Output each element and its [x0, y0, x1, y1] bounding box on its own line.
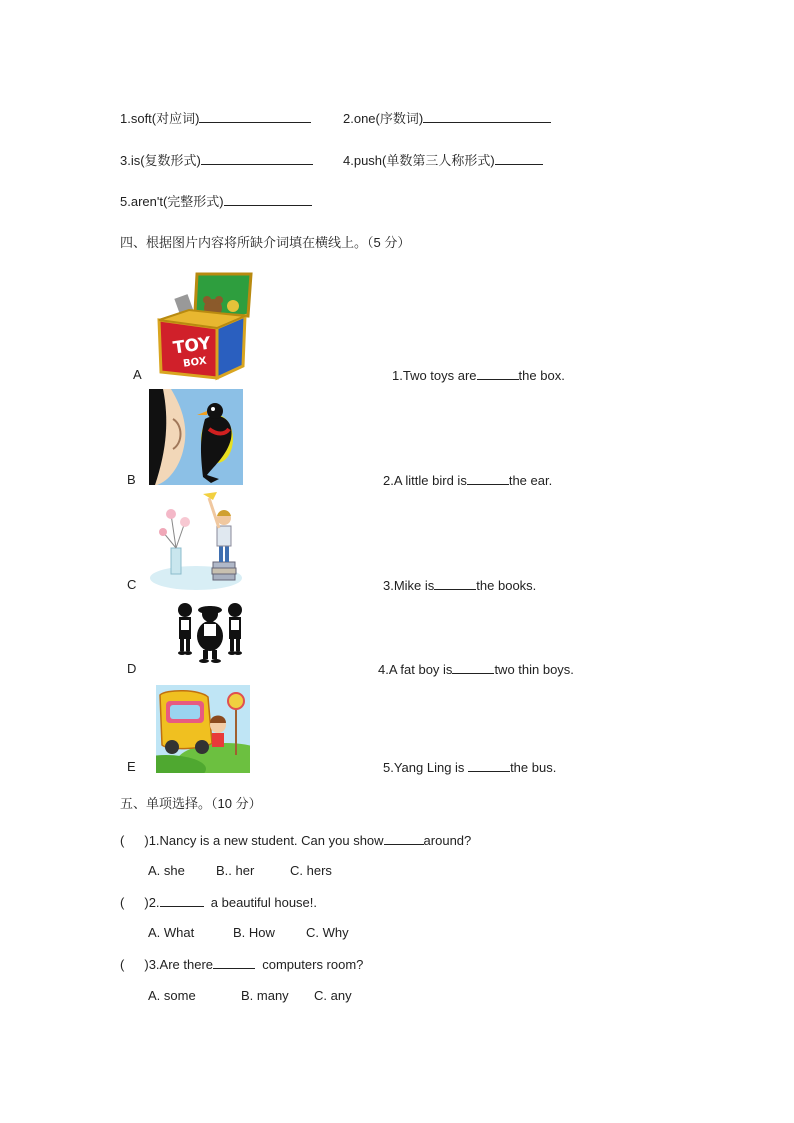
- word-form-item-5: [120, 193, 312, 210]
- question-1-option-b[interactable]: B.. her: [216, 863, 255, 878]
- section4-heading: 四、根据图片内容将所缺介词填在横线上。（5 分）: [120, 235, 411, 250]
- question-2-option-a[interactable]: A. What: [148, 925, 195, 940]
- preposition-blank-5[interactable]: [468, 759, 510, 772]
- toy-box-label-bottom: BOX: [182, 355, 208, 370]
- question-3: [120, 956, 363, 973]
- preposition-blank-4[interactable]: [452, 661, 494, 674]
- toy-box-label-top: TOY: [171, 333, 213, 359]
- question-2-option-c[interactable]: C. Why: [306, 925, 349, 940]
- sentence-1-before: 1.Two toys are: [392, 368, 477, 383]
- question-2-close-paren: ): [144, 895, 149, 910]
- question-2-option-b[interactable]: B. How: [233, 925, 275, 940]
- question-1-close-paren: ): [144, 833, 149, 848]
- question-2-before: 2.: [148, 895, 160, 910]
- sentence-5-after: the bus.: [510, 760, 557, 775]
- question-1-option-a[interactable]: A. she: [148, 863, 185, 878]
- picture-letter-c: C: [127, 577, 137, 592]
- question-3-option-b[interactable]: B. many: [241, 988, 289, 1003]
- word-form-label-1: 1.soft(对应词): [120, 111, 200, 126]
- word-form-item-2: [343, 110, 551, 127]
- question-3-close-paren: ): [144, 957, 149, 972]
- bird-ear-picture: [149, 389, 243, 485]
- answer-blank-5[interactable]: [224, 193, 312, 206]
- preposition-sentence-1: [392, 367, 565, 384]
- picture-letter-d: D: [127, 661, 137, 676]
- preposition-sentence-3: [383, 577, 536, 594]
- preposition-blank-3[interactable]: [434, 577, 476, 590]
- sentence-4-after: two thin boys.: [494, 662, 574, 677]
- answer-blank-3[interactable]: [201, 152, 313, 165]
- girl-in-bus-picture: [156, 685, 250, 773]
- answer-blank-4[interactable]: [495, 152, 543, 165]
- question-1-blank: [384, 832, 424, 845]
- picture-letter-a: A: [133, 367, 142, 382]
- question-3-open-paren: (: [120, 957, 125, 972]
- preposition-blank-1[interactable]: [477, 367, 519, 380]
- question-2: [120, 894, 317, 911]
- question-2-after: a beautiful house!.: [210, 895, 318, 910]
- question-3-option-a[interactable]: A. some: [148, 988, 196, 1003]
- preposition-sentence-4: [378, 661, 574, 678]
- question-1: [120, 832, 471, 849]
- question-3-option-c[interactable]: C. any: [314, 988, 352, 1003]
- sentence-2-before: 2.A little bird is: [383, 473, 467, 488]
- sentence-1-after: the box.: [518, 368, 565, 383]
- word-form-item-1: [120, 110, 311, 127]
- sentence-3-before: 3.Mike is: [383, 578, 435, 593]
- question-1-before: 1.Nancy is a new student. Can you show: [148, 833, 384, 848]
- sentence-4-before: 4.A fat boy is: [378, 662, 453, 677]
- question-1-after: around?: [423, 833, 472, 848]
- word-form-label-4: 4.push(单数第三人称形式): [343, 153, 495, 168]
- three-boys-picture: [172, 600, 248, 664]
- question-2-blank: [160, 894, 204, 907]
- picture-letter-e: E: [127, 759, 136, 774]
- sentence-3-after: the books.: [476, 578, 537, 593]
- picture-letter-b: B: [127, 472, 136, 487]
- toy-box-picture: [155, 272, 253, 382]
- preposition-blank-2[interactable]: [467, 472, 509, 485]
- question-1-open-paren: (: [120, 833, 125, 848]
- section5-heading: 五、单项选择。（10 分）: [120, 796, 262, 811]
- word-form-label-3: 3.is(复数形式): [120, 153, 201, 168]
- question-3-blank: [213, 956, 255, 969]
- word-form-item-3: [120, 152, 313, 169]
- answer-slot-3[interactable]: [124, 956, 144, 969]
- answer-slot-2[interactable]: [124, 894, 144, 907]
- answer-blank-1[interactable]: [199, 110, 311, 123]
- sentence-2-after: the ear.: [508, 473, 553, 488]
- preposition-sentence-2: [383, 472, 552, 489]
- question-1-option-c[interactable]: C. hers: [290, 863, 332, 878]
- boy-on-books-picture: [149, 492, 243, 590]
- answer-blank-2[interactable]: [423, 110, 551, 123]
- answer-slot-1[interactable]: [124, 832, 144, 845]
- question-3-after: computers room?: [262, 957, 364, 972]
- preposition-sentence-5: [383, 759, 556, 776]
- question-3-before: 3.Are there: [148, 957, 214, 972]
- question-2-open-paren: (: [120, 895, 125, 910]
- word-form-label-5: 5.aren't(完整形式): [120, 194, 224, 209]
- sentence-5-before: 5.Yang Ling is: [383, 760, 465, 775]
- word-form-label-2: 2.one(序数词): [343, 111, 424, 126]
- word-form-item-4: [343, 152, 543, 169]
